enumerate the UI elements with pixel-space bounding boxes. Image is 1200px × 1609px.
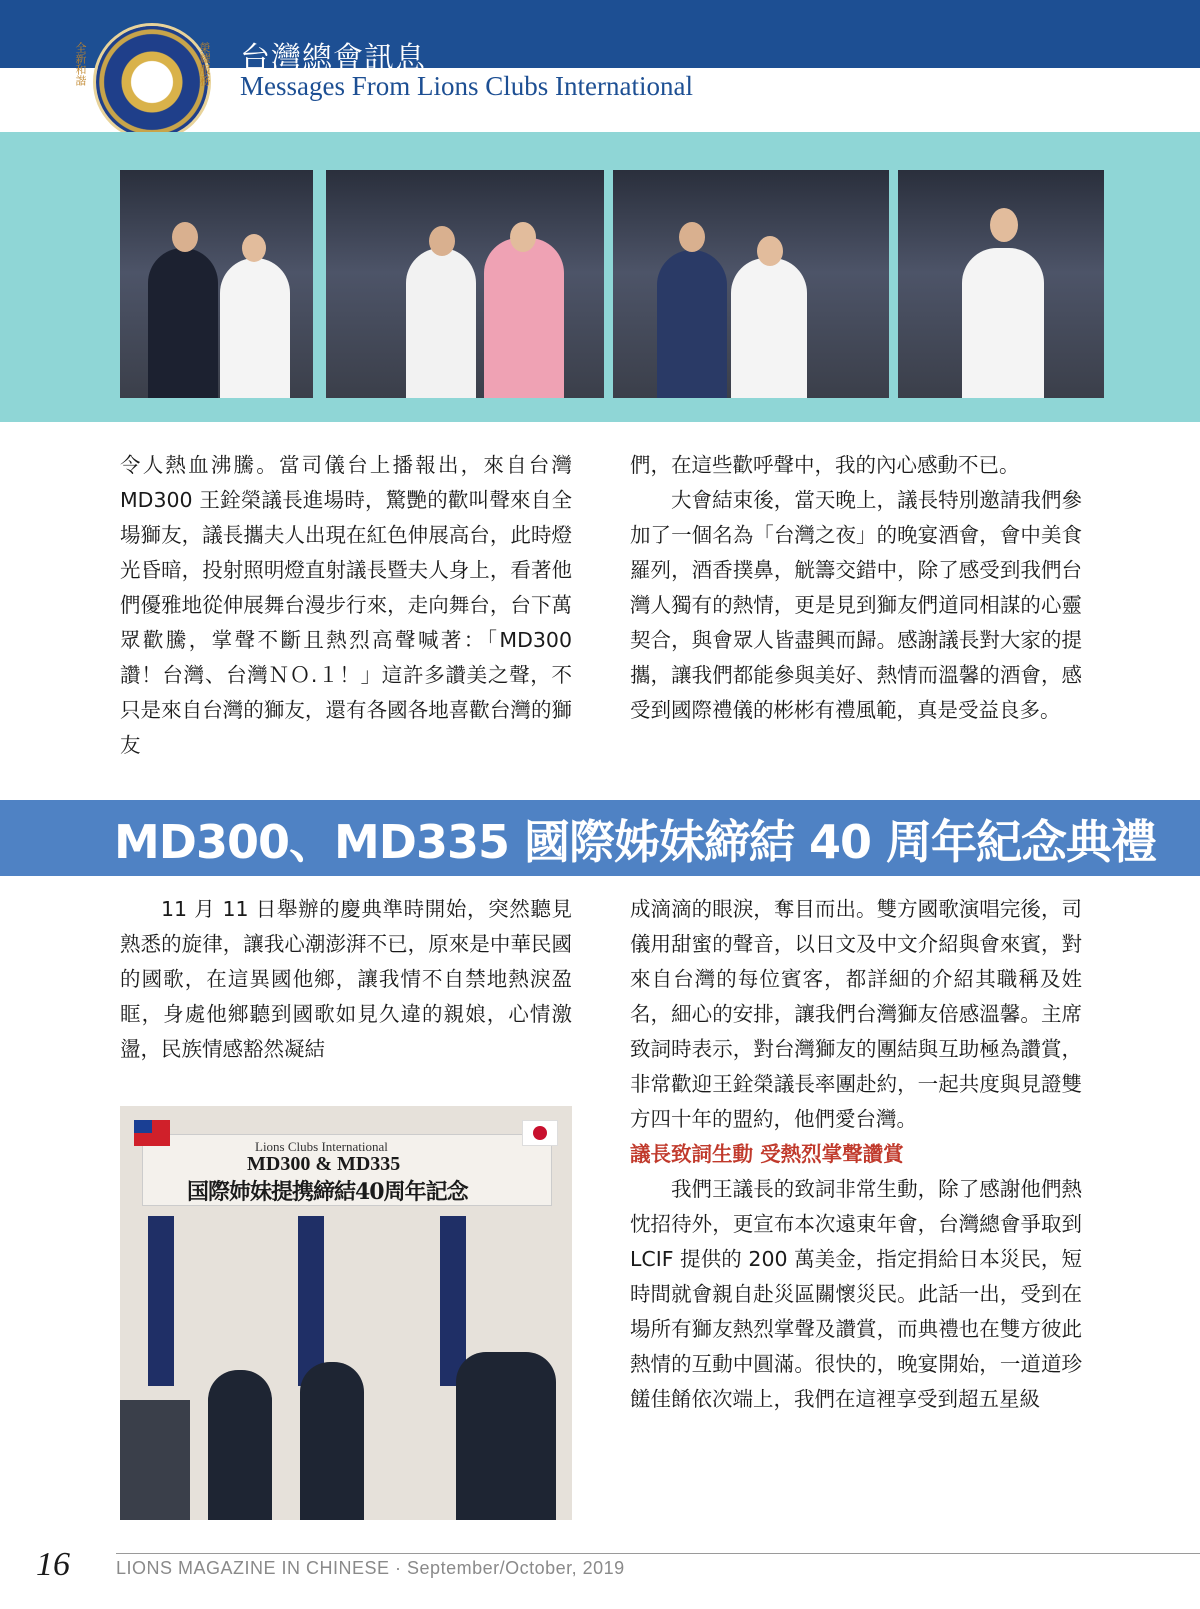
photo-couple-3 — [613, 170, 889, 398]
curtain — [298, 1216, 324, 1386]
paragraph: 們，在這些歡呼聲中，我的內心感動不已。 — [630, 453, 1020, 477]
logo-motto-right: 榮耀服務 — [198, 42, 211, 86]
magazine-issue: LIONS MAGAZINE IN CHINESE · September/October, 2019 — [116, 1558, 625, 1578]
curtain — [440, 1216, 466, 1386]
page-number: 16 — [36, 1546, 70, 1583]
person — [208, 1370, 272, 1520]
lions-district-logo — [96, 26, 208, 138]
person — [456, 1352, 556, 1520]
footer-rule — [116, 1553, 1200, 1554]
japan-flag-icon — [522, 1120, 558, 1146]
photo-lady — [898, 170, 1104, 398]
photo-couple-2 — [326, 170, 604, 398]
ceremony-banner-sign — [142, 1134, 552, 1206]
article-bottom-left-column — [120, 892, 572, 1067]
foreground-person — [120, 1400, 190, 1520]
section-subtitle: Messages From Lions Clubs International — [240, 71, 693, 101]
section-title: 台灣總會訊息 — [240, 41, 426, 76]
paragraph: 大會結束後，當天晚上，議長特別邀請我們參加了一個名為「台灣之夜」的晚宴酒會，會中美食羅列，酒香撲鼻，觥籌交錯中，除了感受到我們台灣人獨有的熱情，更是見到獅友們道同相謀的心靈契合，與會眾人皆盡興而歸。感謝議長對大家的提攜，讓我們都能參與美好、熱情而溫馨的酒會，感受到國際禮儀的彬彬有禮風範，真是受益良多。 — [630, 488, 1082, 722]
ceremony-photo — [120, 1106, 572, 1520]
paragraph: 我們王議長的致詞非常生動，除了感謝他們熱忱招待外，更宣布本次遠東年會，台灣總會爭取到 LCIF 提供的 200 萬美金，指定捐給日本災民，短時間就會親自赴災區關懷災民。此話一出，受到在場所有獅友熱烈掌聲及讚賞，而典禮也在雙方彼此熱情的互動中圓滿。很快的，晚宴開始，一道道珍饈佳餚依次端上，我們在這裡享受到超五星級 — [630, 1177, 1082, 1411]
person — [300, 1362, 364, 1520]
article-top-left-column — [120, 448, 572, 763]
logo-motto-left: 全新和諧 — [74, 42, 87, 86]
subheading: 議長致詞生動 受熱烈掌聲讚賞 — [630, 1142, 904, 1166]
article-title: MD300、MD335 國際姊妹締結 40 周年紀念典禮 — [114, 815, 1157, 869]
taiwan-flag-icon — [134, 1120, 170, 1146]
paragraph: 令人熱血沸騰。當司儀台上播報出，來自台灣 MD300 王銓榮議長進場時，驚艷的歡叫聲來自全場獅友，議長攜夫人出現在紅色伸展高台，此時燈光昏暗，投射照明燈直射議長暨夫人身上，看著他們優雅地從伸展舞台漫步行來，走向舞台，台下萬眾歡騰，掌聲不斷且熱烈高聲喊著：「MD300 讚！台灣、台灣ＮＯ.１！」這許多讚美之聲，不只是來自台灣的獅友，還有各國各地喜歡台灣的獅友 — [120, 453, 572, 757]
photo-couple-1 — [120, 170, 313, 398]
sign-line-2: MD300 & MD335 — [247, 1153, 401, 1175]
paragraph: 成滴滴的眼淚，奪目而出。雙方國歌演唱完後，司儀用甜蜜的聲音，以日文及中文介紹與會來賓，對來自台灣的每位賓客，都詳細的介紹其職稱及姓名，細心的安排，讓我們台灣獅友倍感溫馨。主席致詞時表示，對台灣獅友的團結與互助極為讚賞，非常歡迎王銓榮議長率團赴約，一起共度與見證雙方四十年的盟約，他們愛台灣。 — [630, 897, 1082, 1131]
sign-line-1: Lions Clubs International — [255, 1139, 388, 1154]
article-top-right-column — [630, 448, 1082, 728]
sign-line-3: 国際姉妹提携締結40周年記念 — [187, 1179, 468, 1205]
paragraph: 11 月 11 日舉辦的慶典準時開始，突然聽見熟悉的旋律，讓我心潮澎湃不已，原來是中華民國的國歌，在這異國他鄉，讓我情不自禁地熱淚盈眶，身處他鄉聽到國歌如見久違的親娘，心情激盪，民族情感豁然凝結 — [120, 897, 572, 1061]
curtain — [148, 1216, 174, 1386]
article-bottom-right-column — [630, 892, 1082, 1417]
